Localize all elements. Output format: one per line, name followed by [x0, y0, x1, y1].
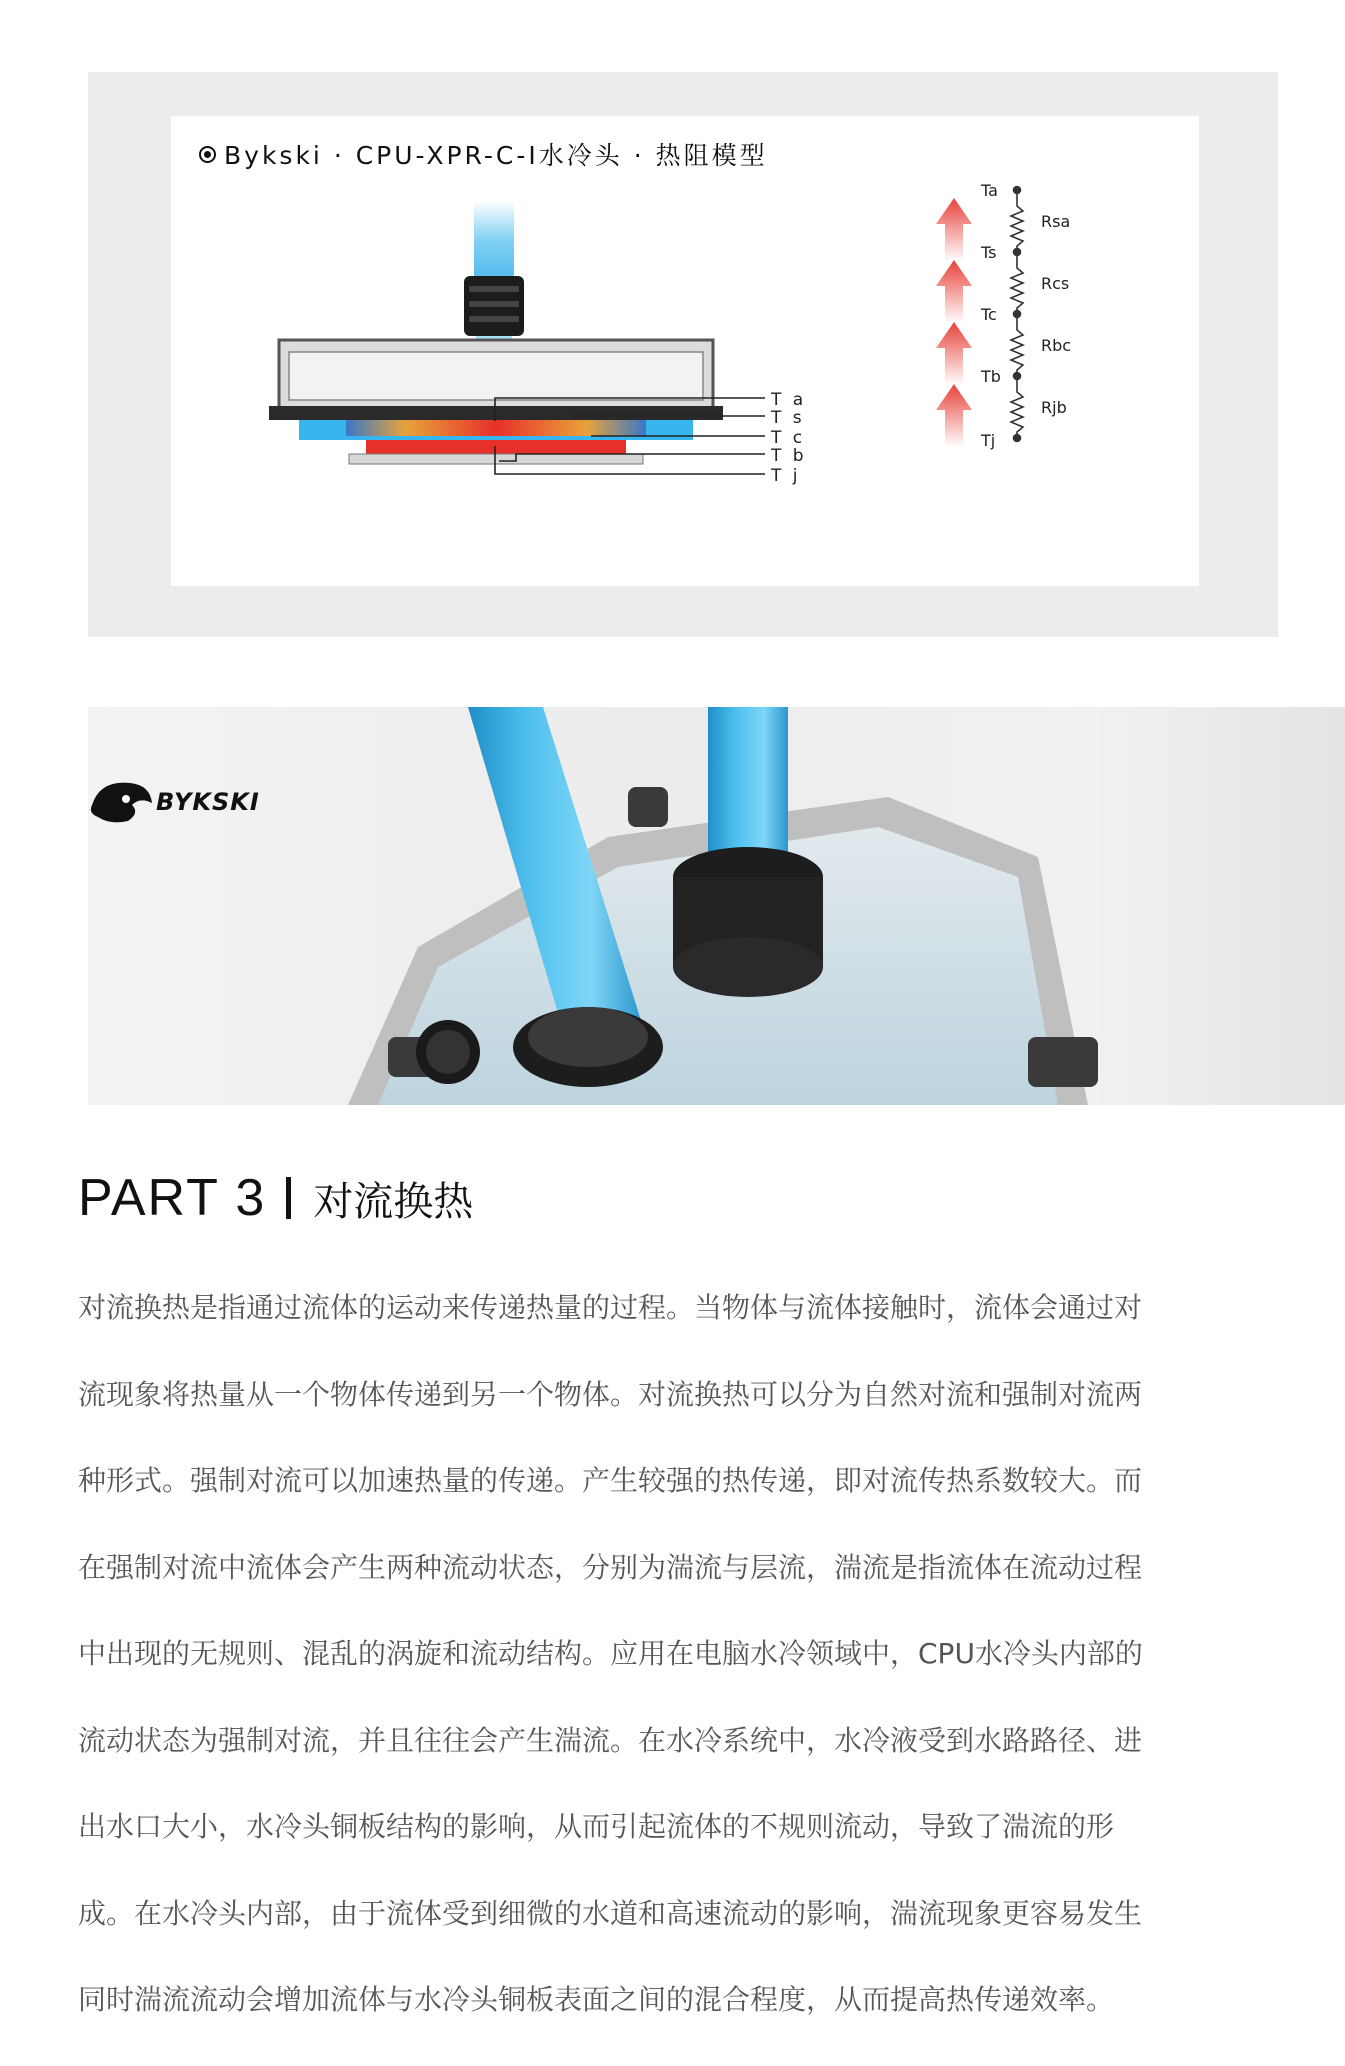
node-tj: Tj — [981, 431, 996, 450]
paragraph-line: 出水口大小，水冷头铜板结构的影响，从而引起流体的不规则流动，导致了湍流的形 — [78, 1810, 1115, 1843]
paragraph-line: 流动状态为强制对流，并且往往会产生湍流。在水冷系统中，水冷液受到水路路径、进 — [78, 1723, 1143, 1757]
node-ts: Ts — [981, 243, 997, 262]
resistor-labels — [1041, 212, 1071, 417]
resistor-rcs: Rcs — [1041, 274, 1070, 293]
callout-ts: T s — [771, 408, 805, 428]
paragraph-line: 在强制对流中流体会产生两种流动状态，分别为湍流与层流，湍流是指流体在流动过程 — [78, 1550, 1143, 1584]
thermal-resistance-diagram — [171, 116, 1199, 586]
bykski-logo — [88, 765, 300, 835]
paragraph-line: 流现象将热量从一个物体传递到另一个物体。对流换热可以分为自然对流和强制对流两 — [78, 1377, 1143, 1411]
paragraph-line: 对流换热是指通过流体的运动来传递热量的过程。当物体与流体接触时，流体会通过对 — [78, 1291, 1143, 1324]
node-tb: Tb — [981, 367, 1001, 386]
section-title: 对流换热 — [313, 1178, 474, 1225]
section-heading — [78, 1168, 473, 1228]
callout-labels — [770, 390, 807, 486]
paragraph-line: 中出现的无规则、混乱的涡旋和流动结构。应用在电脑水冷领域中，CPU水冷头内部的 — [78, 1637, 1143, 1670]
paragraph-line: 成。在水冷头内部，由于流体受到细微的水道和高速流动的影响，湍流现象更容易发生 — [78, 1896, 1143, 1930]
resistor-ladder — [1011, 187, 1023, 442]
paragraph-line: 种形式。强制对流可以加速热量的传递。产生较强的热传递，即对流传热系数较大。而 — [78, 1464, 1143, 1497]
paragraph-line: 同时湍流流动会增加流体与水冷头铜板表面之间的混合程度，从而提高热传递效率。 — [78, 1983, 1115, 2016]
callout-ta: T a — [771, 390, 807, 410]
logo-text: BYKSKI — [156, 788, 260, 816]
node-labels — [980, 181, 1001, 450]
diagram-title-text: Bykski · CPU-XPR-C-I水冷头 · 热阻模型 — [224, 141, 768, 170]
convection-paragraph — [78, 1265, 1303, 2044]
resistor-rjb: Rjb — [1041, 398, 1067, 417]
product-photo-banner — [88, 707, 1345, 1105]
callout-tc: T c — [771, 428, 806, 448]
thermal-model-panel — [88, 72, 1278, 637]
callout-tb: T b — [771, 446, 807, 466]
dragon-logo-icon — [91, 783, 152, 823]
callout-tj: T j — [771, 466, 801, 486]
node-ta: Ta — [981, 181, 998, 200]
part-label: PART 3 — [78, 1169, 267, 1227]
target-bullet-icon — [199, 146, 216, 163]
resistor-rbc: Rbc — [1041, 336, 1072, 355]
thermal-model-card — [171, 116, 1199, 586]
resistor-rsa: Rsa — [1041, 212, 1071, 231]
heading-divider — [286, 1177, 291, 1219]
cpu-waterblock-illustration — [269, 201, 723, 464]
heat-flow-arrows — [936, 198, 972, 447]
node-tc: Tc — [981, 305, 997, 324]
diagram-title — [199, 136, 768, 172]
